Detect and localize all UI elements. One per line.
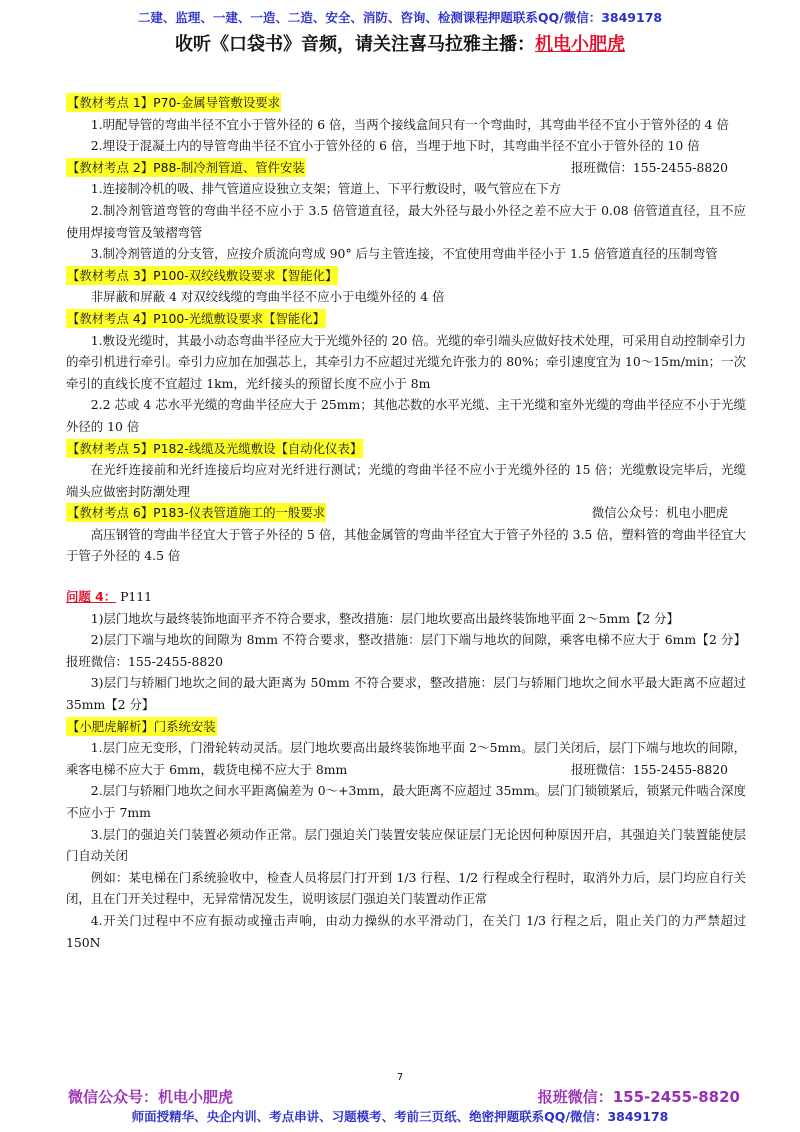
footer-wechat-public: 微信公众号：机电小肥虎 (68, 1088, 234, 1106)
section-4-title: 【教材考点 4】P100-光缆敷设要求【智能化】 (67, 310, 326, 326)
section-1-para-2: 2.埋设于混凝土内的导管弯曲半径不宜小于管外径的 6 倍，当埋于地下时，其弯曲半径不宜小于管外径的 10 倍 (90, 138, 700, 154)
question-answer-1: 1)层门地坎与最终装饰地面平齐不符合要求，整改措施：层门地坎要高出最终装饰地平面 2～5mm【2 分】 (90, 610, 679, 626)
section-5-title-row (66, 438, 746, 460)
section-1-para-1: 1.明配导管的弯曲半径不宜小于管外径的 6 倍，当两个接线盒间只有一个弯曲时，其弯曲半径不宜小于管外径的 4 倍 (90, 116, 729, 132)
section-2-para-2: 2.制冷剂管道弯管的弯曲半径不应小于 3.5 倍管道直径，最大外径与最小外径之差不应大于 0.08 倍管道直径，且不应使用焊接弯管及皱褶弯管 (66, 202, 746, 240)
question-page: P111 (120, 589, 153, 605)
header-title-line (0, 30, 800, 56)
section-1-title-row (66, 92, 746, 114)
header-contact-line: 二建、监理、一建、一造、二造、安全、消防、咨询、检测课程押题联系QQ/微信：3849178 (137, 10, 663, 25)
section-6-title-row (66, 502, 746, 524)
section-1-title: 【教材考点 1】P70-金属导管敷设要求 (67, 95, 280, 110)
page-number: 7 (396, 1072, 404, 1083)
analysis-title: 【小肥虎解析】门系统安装 (67, 718, 216, 734)
question-title (66, 586, 746, 608)
anchor-name: 机电小肥虎 (535, 34, 625, 55)
section-2-title-row (66, 157, 746, 179)
spacer (66, 567, 746, 586)
analysis-side-note: 报班微信：155-2455-8820 (570, 761, 728, 777)
section-2-side-note: 报班微信：155-2455-8820 (570, 159, 728, 175)
header-title-prefix: 收听《口袋书》音频，请关注喜马拉雅主播： (175, 34, 535, 55)
section-2-para-3: 3.制冷剂管道的分支管，应按介质流向弯成 90° 后与主管连接，不宜使用弯曲半径小于 1.5 倍管道直径的压制弯管 (90, 246, 718, 262)
section-6-title: 【教材考点 6】P183-仪表管道施工的一般要求 (67, 505, 326, 521)
analysis-para-2: 2.层门与轿厢门地坎之间水平距离偏差为 0～+3mm，最大距离不应超过 35mm。层门门锁锁紧后，锁紧元件啮合深度不应小于 7mm (66, 783, 746, 820)
section-2-para-1: 1.连接制冷机的吸、排气管道应设独立支架；管道上、下平行敷设时，吸气管应在下方 (90, 181, 562, 197)
analysis-para-3: 3.层门的强迫关门装置必须动作正常。层门强迫关门装置安装应保证层门无论因何种原因开启，其强迫关门装置能使层门自动关闭 (66, 826, 746, 864)
section-4-title-row (66, 308, 746, 330)
analysis-para-1-text: 1.层门应无变形，门滑轮转动灵活。层门地坎要高出最终装饰地平面 2～5mm。层门关闭后，层门下端与地坎的间隙，乘客电梯不应大于 6mm，载货电梯不应大于 8mm (66, 740, 746, 777)
section-2-title: 【教材考点 2】P88-制冷剂管道、管件安装 (67, 159, 305, 175)
question-answer-3: 3)层门与轿厢门地坎之间的最大距离为 50mm 不符合要求，整改措施：层门与轿厢门地坎之间水平最大距离不应超过 35mm【2 分】 (66, 675, 746, 713)
analysis-para-4: 4.开关门过程中不应有振动或撞击声响，由动力操纵的水平滑动门，在关门 1/3 行程之后，阻止关门的力严禁超过 150N (66, 912, 746, 950)
analysis-example: 例如：某电梯在门系统验收中，检查人员将层门打开到 1/3 行程、1/2 行程或全行程时，取消外力后，层门均应自行关闭，且在门开关过程中，无异常情况发生，说明该层门强迫关门装置动作正常 (66, 869, 746, 907)
section-4-para-1: 1.敷设光缆时，其最小动态弯曲半径应大于光缆外径的 20 倍。光缆的牵引端头应做好技术处理，可采用自动控制牵引力的牵引机进行牵引。牵引力应加在加强芯上，其牵引力不应超过光缆允许张力的 80%；牵引速度宜为 10～15m/min；一次牵引的直线长度不宜超过 1km，光纤接头的预留长度不应小于 8m (66, 332, 746, 391)
question-label: 问题 4： (66, 589, 117, 605)
section-3-para-1: 非屏蔽和屏蔽 4 对双绞线缆的弯曲半径不应小于电缆外径的 4 倍 (90, 289, 445, 305)
page-content (66, 92, 746, 953)
footer-wechat-class: 报班微信：155-2455-8820 (537, 1088, 740, 1106)
section-5-title: 【教材考点 5】P182-线缆及光缆敷设【自动化仪表】 (67, 440, 363, 456)
section-6-para-1: 高压钢管的弯曲半径宜大于管子外径的 5 倍，其他金属管的弯曲半径宜大于管子外径的 3.5 倍，塑料管的弯曲半径宜大于管子外径的 4.5 倍 (66, 526, 746, 564)
analysis-title-row (66, 716, 746, 738)
section-4-para-2: 2.2 芯或 4 芯水平光缆的弯曲半径应大于 25mm；其他芯数的水平光缆、主干光缆和室外光缆的弯曲半径应不小于光缆外径的 10 倍 (66, 397, 746, 434)
analysis-para-1 (66, 737, 746, 780)
section-6-side-note: 微信公众号：机电小肥虎 (591, 505, 728, 521)
section-5-para-1: 在光纤连接前和光纤连接后均应对光纤进行测试；光缆的弯曲半径不应小于光缆外径的 15 倍；光缆敷设完毕后，光缆端头应做密封防潮处理 (66, 462, 746, 499)
footer-contact-line: 师面授精华、央企内训、考点串讲、习题模考、考前三页纸、绝密押题联系QQ/微信：3849178 (131, 1109, 669, 1124)
section-3-title-row (66, 265, 746, 287)
question-answer-2: 2)层门下端与地坎的间隙为 8mm 不符合要求，整改措施：层门下端与地坎的间隙，乘客电梯不应大于 6mm【2 分】报班微信：155-2455-8820 (66, 632, 746, 669)
section-3-title: 【教材考点 3】P100-双绞线敷设要求【智能化】 (67, 267, 338, 283)
